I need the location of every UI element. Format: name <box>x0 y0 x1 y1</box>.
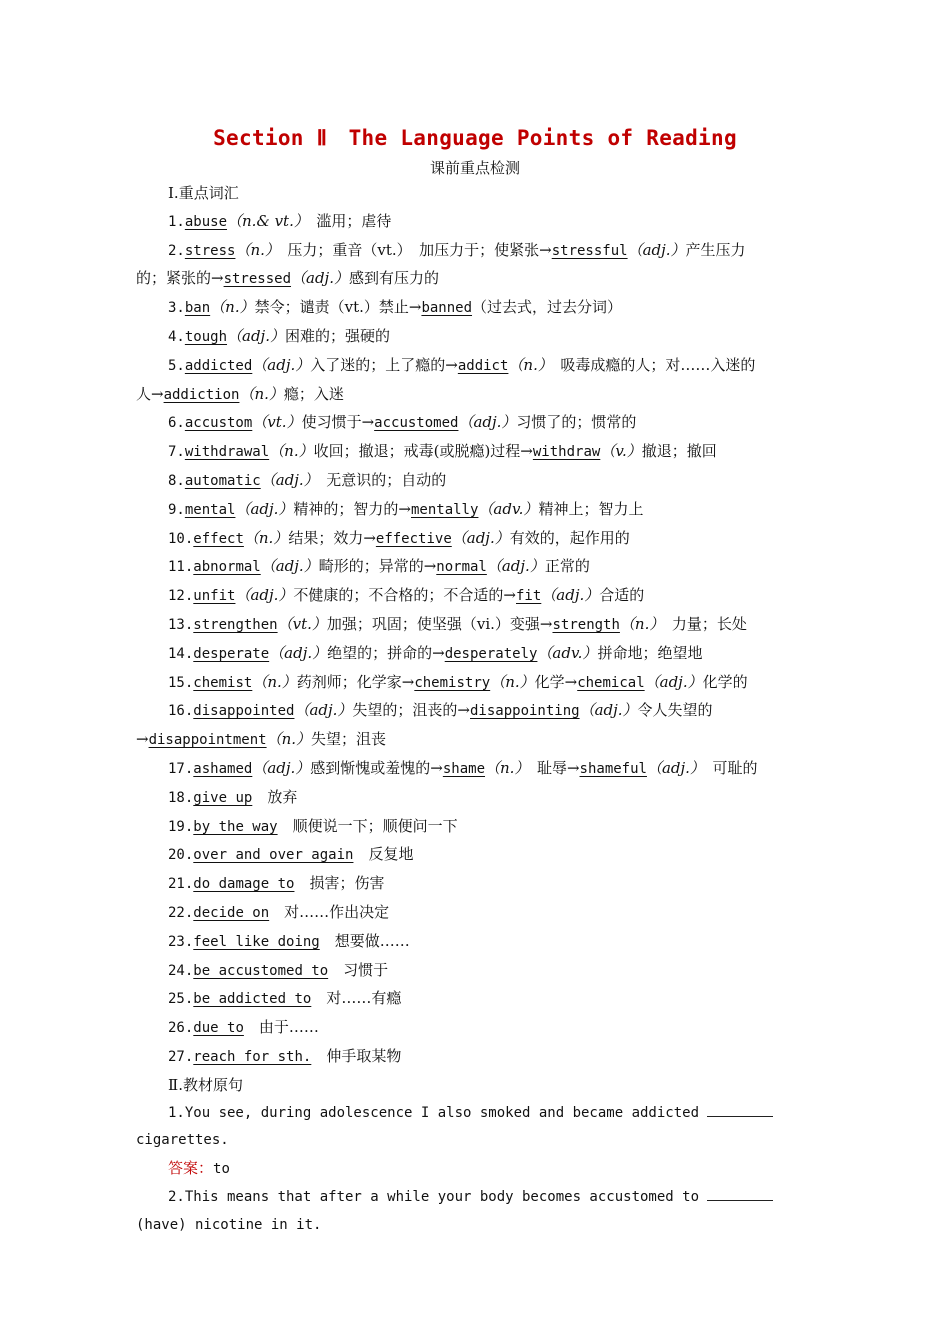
part-of-speech: （n.） <box>508 355 546 374</box>
meaning: 禁令；谴责（vt.）禁止→ <box>254 298 422 317</box>
item-number: 6. <box>168 415 185 432</box>
sentence-text: cigarettes. <box>136 1132 229 1149</box>
meaning: 感到有压力的 <box>348 269 439 288</box>
answer-text: to <box>213 1161 230 1178</box>
part-of-speech: （adj.） <box>579 701 638 720</box>
vocab-line <box>136 237 816 266</box>
item-number: 18. <box>168 789 194 806</box>
page-title: Section Ⅱ The Language Points of Reading <box>213 126 737 150</box>
continuation-text: 的；紧张的→ <box>136 269 224 288</box>
vocab-word: strengthen <box>193 616 278 633</box>
page-subtitle: 课前重点检测 <box>429 159 520 177</box>
sentence-line <box>136 1184 816 1212</box>
vocab-line <box>136 899 816 928</box>
vocab-word: chemist <box>193 674 253 691</box>
part-of-speech: （adj.） <box>486 557 545 576</box>
sentence-text: 1.You see, during adolescence I also smoked and became addicted <box>168 1104 700 1121</box>
sentence-line <box>136 1100 816 1128</box>
meaning: 瘾；入迷 <box>283 384 344 403</box>
part-of-speech: （adj.） <box>260 557 319 576</box>
part-of-speech: （vt.） <box>252 413 302 432</box>
answer-label: 答案： <box>168 1159 214 1178</box>
derived-word: stressful <box>551 242 628 259</box>
meaning: 感到惭愧或羞愧的→ <box>310 758 443 777</box>
item-number: 10. <box>168 530 194 547</box>
derived-word: fit <box>516 588 542 605</box>
meaning: 困难的；强硬的 <box>284 326 390 345</box>
part-of-speech: （adj.） <box>458 413 517 432</box>
meaning: 精神上；智力上 <box>538 499 644 518</box>
vocab-line <box>136 640 816 669</box>
vocab-word: stress <box>184 242 236 259</box>
derived-word: shameful <box>579 760 647 777</box>
meaning: 撤退；撤回 <box>641 442 717 461</box>
vocab-line <box>136 1043 816 1072</box>
meaning: 习惯了的；惯常的 <box>516 413 637 432</box>
item-number: 17. <box>168 760 194 777</box>
vocab-word: reach for sth. <box>193 1048 312 1065</box>
meaning: 习惯于 <box>328 960 389 979</box>
meaning: 加强；巩固；使坚强（vi.）变强→ <box>326 614 553 633</box>
item-number: 1. <box>168 213 185 230</box>
meaning: 有效的，起作用的 <box>509 528 630 547</box>
meaning: 入了迷的；上了瘾的→ <box>310 355 458 374</box>
part-of-speech: （n.） <box>243 528 289 547</box>
sentence-text: (have) nicotine in it. <box>136 1216 322 1233</box>
derived-word: withdraw <box>532 444 601 461</box>
meaning: 反复地 <box>353 845 414 864</box>
meaning: 损害；伤害 <box>294 874 385 893</box>
vocab-word: due to <box>193 1020 244 1037</box>
vocab-word: disappointed <box>193 703 295 720</box>
vocab-word: feel like doing <box>193 933 320 950</box>
answer-line <box>136 1155 816 1184</box>
part-of-speech: （adj.） <box>451 528 510 547</box>
vocab-line <box>136 525 816 554</box>
meaning: 想要做…… <box>319 931 410 950</box>
vocab-word: disappointment <box>148 732 267 749</box>
meaning: 药剂师；化学家→ <box>296 672 415 691</box>
vocab-word: desperate <box>193 645 270 662</box>
part-of-speech: （adj.） <box>260 470 312 489</box>
derived-word: chemistry <box>414 674 491 691</box>
vocab-word: addicted <box>184 357 253 374</box>
vocab-line <box>136 841 816 870</box>
answer-blank <box>707 1188 773 1201</box>
meaning: 使习惯于→ <box>301 413 375 432</box>
part-of-speech: （adv.） <box>478 499 539 518</box>
vocab-word: be accustomed to <box>193 962 329 979</box>
answer-blank <box>707 1104 773 1117</box>
vocab-line <box>136 582 816 611</box>
vocab-list <box>136 208 816 1072</box>
meaning: 结果；效力→ <box>288 528 376 547</box>
part-of-speech: （adj.） <box>269 643 328 662</box>
meaning: 失望的；沮丧的→ <box>352 701 470 720</box>
meaning: 放弃 <box>252 787 298 806</box>
vocab-line <box>136 957 816 986</box>
part-of-speech: （adj.） <box>252 355 311 374</box>
vocab-word: decide on <box>193 904 270 921</box>
vocab-word: ashamed <box>193 760 253 777</box>
meaning: 产生压力 <box>685 240 746 259</box>
item-number: 21. <box>168 876 194 893</box>
meaning: 绝望的；拼命的→ <box>327 643 445 662</box>
vocab-word: abnormal <box>193 559 261 576</box>
item-number: 11. <box>168 559 194 576</box>
item-number: 2. <box>168 242 185 259</box>
vocab-word: stressed <box>223 271 292 288</box>
sentence-line-continuation <box>136 1212 816 1240</box>
vocab-word: ban <box>184 300 211 317</box>
derived-word: strength <box>552 616 620 633</box>
meaning: 力量；长处 <box>656 614 747 633</box>
meaning: （过去式，过去分词） <box>472 298 623 317</box>
derived-word: mentally <box>410 501 479 518</box>
item-number: 13. <box>168 616 194 633</box>
part-of-speech: （n.） <box>252 672 297 691</box>
meaning: 无意识的；自动的 <box>311 470 447 489</box>
vocab-word: accustom <box>184 415 253 432</box>
meaning: 对……有瘾 <box>311 989 402 1008</box>
vocab-line <box>136 409 816 438</box>
part-of-speech: （adj.） <box>541 586 600 605</box>
item-number: 5. <box>168 357 185 374</box>
part-of-speech: （adj.） <box>235 586 294 605</box>
vocab-word: unfit <box>193 588 236 605</box>
vocab-line <box>136 323 816 352</box>
vocab-line <box>136 611 816 640</box>
vocab-line <box>136 438 816 467</box>
meaning: 吸毒成瘾的人；对……入迷的 <box>545 355 756 374</box>
vocab-line <box>136 755 816 784</box>
continuation-text: → <box>136 730 149 749</box>
sentence-list <box>136 1100 816 1240</box>
part-of-speech: （n.） <box>490 672 535 691</box>
vocab-word: addiction <box>163 386 240 403</box>
item-number: 4. <box>168 328 185 345</box>
part-of-speech: （n.） <box>269 442 314 461</box>
meaning: 化学→ <box>534 672 578 691</box>
vocab-word: withdrawal <box>184 444 270 461</box>
item-number: 25. <box>168 991 194 1008</box>
meaning: 顺便说一下；顺便问一下 <box>277 816 458 835</box>
vocab-line-continuation <box>136 265 816 294</box>
meaning: 对……作出决定 <box>269 902 390 921</box>
meaning: 由于…… <box>243 1018 319 1037</box>
part-of-speech: （n.） <box>235 240 273 259</box>
item-number: 8. <box>168 472 185 489</box>
item-number: 9. <box>168 501 185 518</box>
item-number: 16. <box>168 703 194 720</box>
part-of-speech: （adj.） <box>294 701 353 720</box>
item-number: 22. <box>168 904 194 921</box>
part-of-speech: （adj.） <box>646 758 698 777</box>
part-of-speech: （n.） <box>619 614 657 633</box>
vocab-line <box>136 870 816 899</box>
part-of-speech: （n.） <box>485 758 522 777</box>
vocab-line <box>136 928 816 957</box>
sentence-line-continuation <box>136 1127 816 1155</box>
vocab-line <box>136 496 816 525</box>
vocab-line <box>136 697 816 726</box>
vocab-word: by the way <box>193 818 278 835</box>
vocab-line-continuation <box>136 726 816 755</box>
meaning: 精神的；智力的→ <box>293 499 411 518</box>
meaning: 化学的 <box>702 672 748 691</box>
item-number: 14. <box>168 645 194 662</box>
section-heading-sentences: Ⅱ.教材原句 <box>168 1075 243 1094</box>
item-number: 7. <box>168 444 185 461</box>
vocab-word: over and over again <box>193 847 354 864</box>
vocab-line <box>136 985 816 1014</box>
meaning: 耻辱→ <box>521 758 580 777</box>
vocab-line <box>136 784 816 813</box>
part-of-speech: （adj.） <box>252 758 311 777</box>
vocab-word: abuse <box>184 213 228 230</box>
vocab-word: give up <box>193 789 253 806</box>
meaning: 失望；沮丧 <box>311 730 387 749</box>
item-number: 26. <box>168 1020 194 1037</box>
vocab-word: effect <box>193 530 244 547</box>
item-number: 23. <box>168 933 194 950</box>
vocab-line-continuation <box>136 381 816 410</box>
derived-word: chemical <box>577 674 645 691</box>
item-number: 15. <box>168 674 194 691</box>
derived-word: desperately <box>444 645 538 662</box>
vocab-line <box>136 467 816 496</box>
vocab-line <box>136 352 816 381</box>
part-of-speech: （v.） <box>600 442 642 461</box>
document-body <box>136 180 816 1239</box>
item-number: 12. <box>168 588 194 605</box>
part-of-speech: （adv.） <box>537 643 598 662</box>
derived-word: addict <box>457 357 509 374</box>
meaning: 伸手取某物 <box>311 1046 402 1065</box>
part-of-speech: （vt.） <box>277 614 327 633</box>
meaning: 拼命地；绝望地 <box>597 643 703 662</box>
item-number: 3. <box>168 300 185 317</box>
vocab-line <box>136 669 816 698</box>
vocab-line <box>136 553 816 582</box>
item-number: 20. <box>168 847 194 864</box>
item-number: 27. <box>168 1048 194 1065</box>
derived-word: banned <box>421 300 473 317</box>
derived-word: normal <box>436 559 487 576</box>
meaning: 令人失望的 <box>637 701 713 720</box>
vocab-line <box>136 813 816 842</box>
item-number: 24. <box>168 962 194 979</box>
part-of-speech: （n.） <box>239 384 284 403</box>
derived-word: disappointing <box>470 703 580 720</box>
meaning: 收回；撤退；戒毒(或脱瘾)过程→ <box>313 442 533 461</box>
part-of-speech: （n.& vt.） <box>227 211 302 230</box>
part-of-speech: （adj.） <box>627 240 686 259</box>
meaning: 不健康的；不合格的；不合适的→ <box>293 586 516 605</box>
vocab-line <box>136 294 816 323</box>
meaning: 合适的 <box>599 586 645 605</box>
meaning: 正常的 <box>544 557 590 576</box>
vocab-word: do damage to <box>193 876 295 893</box>
vocab-word: tough <box>184 328 228 345</box>
part-of-speech: （n.） <box>266 730 312 749</box>
derived-word: accustomed <box>374 415 459 432</box>
derived-word: shame <box>442 760 486 777</box>
meaning: 滥用；虐待 <box>301 211 392 230</box>
part-of-speech: （adj.） <box>235 499 294 518</box>
part-of-speech: （adj.） <box>291 269 349 288</box>
part-of-speech: （adj.） <box>644 672 703 691</box>
vocab-word: be addicted to <box>193 991 312 1008</box>
derived-word: effective <box>375 530 452 547</box>
part-of-speech: （n.） <box>210 298 255 317</box>
sentence-text: 2.This means that after a while your body becomes accustomed to <box>168 1188 700 1205</box>
vocab-word: automatic <box>184 472 261 489</box>
continuation-text: 人→ <box>136 384 164 403</box>
item-number: 19. <box>168 818 194 835</box>
part-of-speech: （adj.） <box>227 326 285 345</box>
meaning: 可耻的 <box>697 758 758 777</box>
meaning: 压力；重音（vt.） 加压力于；使紧张→ <box>272 240 552 259</box>
vocab-line <box>136 1014 816 1043</box>
vocab-word: mental <box>184 501 236 518</box>
section-heading-vocab: Ⅰ.重点词汇 <box>168 184 239 202</box>
vocab-line <box>136 208 816 237</box>
meaning: 畸形的；异常的→ <box>318 557 437 576</box>
